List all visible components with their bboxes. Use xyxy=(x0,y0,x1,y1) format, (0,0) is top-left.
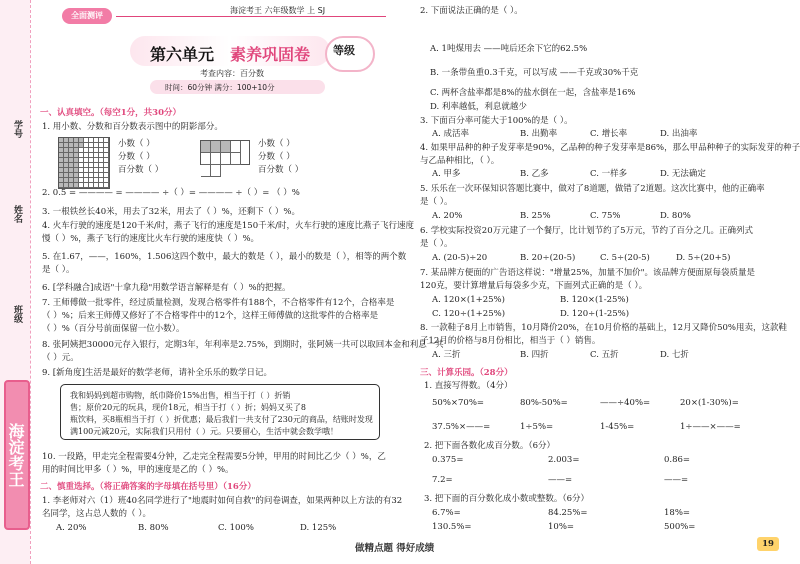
k1-item: 80%-50%= xyxy=(520,398,568,408)
c4-option: B. 乙多 xyxy=(520,169,549,179)
q1-text: 1. 用小数、分数和百分数表示图中的阴影部分。 xyxy=(42,122,223,132)
k3-item: 18%= xyxy=(664,508,691,518)
exam-info: 时间：60分钟 满分：100+10分 xyxy=(165,83,275,92)
q4-text-b: 慢（ ）%，燕子飞行的速度比火车行驶的速度快（ ）%。 xyxy=(42,234,260,244)
c1-option: A. 20% xyxy=(56,523,87,533)
c6-text-a: 6. 学校实际投资20万元建了一个餐厅，比计划节约了5万元，节约了百分之几。正确列式 xyxy=(420,226,754,236)
exam-scope: 考查内容：百分数 xyxy=(200,69,264,78)
c8-option: A. 三折 xyxy=(432,350,461,360)
page-number: 19 xyxy=(757,537,779,551)
q1-fraction-b: 分数（ ） xyxy=(258,152,295,162)
c8-option: D. 七折 xyxy=(660,350,689,360)
k3-item: 130.5%= xyxy=(432,522,472,532)
bar-figure xyxy=(200,140,250,165)
diary-line: 满100元减20元，实际我们只用付（ ）元。只要留心，生活中就会数学哦！ xyxy=(70,427,338,436)
k1-item: 1÷——×——= xyxy=(680,422,741,432)
c5-text-a: 5. 乐乐在一次环保知识答题比赛中，做对了8道题，做错了2道题。这次比赛中，他的正确率 xyxy=(420,184,765,194)
c4-text-a: 4. 如果甲品种的种子发芽率是90%，乙品种的种子发芽率是86%，那么甲品种种子的实际发芽的种子 xyxy=(420,143,800,153)
bar-cell xyxy=(221,141,231,153)
c2-option-d: D. 利率越低，利息就越少 xyxy=(430,102,527,112)
c7-option: A. 120×(1+25%) xyxy=(432,295,505,305)
section-choice: 二、慎重选择。（将正确答案的字母填在括号里）（16分） xyxy=(40,482,256,492)
c1-option: C. 100% xyxy=(218,523,254,533)
k1-item: 37.5%×——= xyxy=(432,422,491,432)
k3-item: 84.25%= xyxy=(548,508,588,518)
k3-item: 6.7%= xyxy=(432,508,461,518)
unit-title: 第六单元 xyxy=(150,45,215,64)
bar-cell xyxy=(201,153,211,165)
c8-option: B. 四折 xyxy=(520,350,549,360)
c1-option: B. 80% xyxy=(138,523,169,533)
bar-cell xyxy=(231,153,241,165)
c6-option: C. 5÷(20-5) xyxy=(600,253,650,263)
k2-item: 0.375= xyxy=(432,455,464,465)
diary-line: 我和妈妈到超市购物，纸巾降价15%出售，相当于打（ ）折销 xyxy=(70,391,291,400)
k2-item: 2.003= xyxy=(548,455,580,465)
header-meta: 海淀考王 六年级数学 上 SJ xyxy=(230,6,326,15)
q7-text-c: （ ）%（百分号前面保留一位小数）。 xyxy=(42,324,185,334)
c3-text: 3. 下面百分率可能大于100%的是（ ）。 xyxy=(420,116,573,126)
c5-text-b: 是（ ）。 xyxy=(420,197,453,207)
c3-option: A. 成活率 xyxy=(432,129,470,139)
k3-text: 3. 把下面的百分数化成小数或整数。（6分） xyxy=(424,494,589,504)
q8-text-a: 8. 张阿姨把30000元存入银行，定期3年，年利率是2.75%，到期时，张阿姨一共可以取回本金和利息一共 xyxy=(42,340,444,350)
c3-option: D. 出油率 xyxy=(660,129,698,139)
bar-cell xyxy=(211,141,221,153)
c1-text-a: 1. 李老师对六（1）班40名同学进行了"地震时如何自救"的问卷调查，如果两种以上方法的有32 xyxy=(42,496,403,506)
q3-text: 3. 一根铁丝长40米，用去了32米，用去了（ ）%，还剩下（ ）%。 xyxy=(42,207,301,217)
c4-text-b: 与乙品种相比，（ ）。 xyxy=(420,156,500,166)
q5-text-b: 是（ ）。 xyxy=(42,265,75,275)
q6-text: 6. [学科融合]成语"十拿九稳"用数学语言解释是有（ ）%的把握。 xyxy=(42,283,291,293)
sidebar-label-class: 班级 xyxy=(12,305,22,323)
q5-text-a: 5. 在1.67，——，160%，1.506这四个数中，最大的数是（ ），最小的数是（ ），相等的两个数 xyxy=(42,252,407,262)
q7-text-a: 7. 王师傅做一批零件，经过质量检测，发现合格零件有188个，不合格零件有12个，合格率是 xyxy=(42,298,395,308)
bar-cell xyxy=(201,165,211,177)
k2-text: 2. 把下面各数化成百分数。（6分） xyxy=(424,441,555,451)
header-rule xyxy=(116,16,386,17)
q9-text: 9. [新角度]生活是最好的数学老师，请补全乐乐的数学日记。 xyxy=(42,368,272,378)
k2-item: 7.2= xyxy=(432,475,453,485)
k1-text: 1. 直接写得数。（4分） xyxy=(424,381,513,391)
section-calculation: 三、计算乐园。（28分） xyxy=(420,368,513,378)
c6-text-b: 是（ ）。 xyxy=(420,239,453,249)
k2-item: 0.86= xyxy=(664,455,691,465)
diary-line: 瓶饮料，买8瓶相当于打（ ）折优惠；最后我们一共支付了230元的商品，结账时发现 xyxy=(70,415,373,424)
k1-item: ——÷40%= xyxy=(600,398,651,408)
c7-text-a: 7. 某品牌方便面的广告语这样说："增量25%，加量不加价"。该品牌方便面原每袋质量是 xyxy=(420,268,756,278)
q1-decimal-a: 小数（ ） xyxy=(118,139,155,149)
c5-option: A. 20% xyxy=(432,211,463,221)
c6-option: B. 20÷(20-5) xyxy=(520,253,576,263)
c2-option-c: C. 两杯含盐率都是8%的盐水倒在一起，含盐率是16% xyxy=(430,88,636,98)
k3-item: 10%= xyxy=(548,522,575,532)
k1-item: 20×(1-30%)= xyxy=(680,398,739,408)
bar-cell xyxy=(201,141,211,153)
header-tag: 全面测评 xyxy=(62,8,112,24)
c4-option: C. 一样多 xyxy=(590,169,628,179)
c3-option: B. 出勤率 xyxy=(520,129,558,139)
c5-option: B. 25% xyxy=(520,211,551,221)
c3-option: C. 增长率 xyxy=(590,129,628,139)
q1-fraction-a: 分数（ ） xyxy=(118,152,155,162)
c7-text-b: 120克，要计算增量后每袋多少克，下面列式正确的是（ ）。 xyxy=(420,281,648,291)
c6-option: A. (20-5)÷20 xyxy=(432,253,488,263)
bar-cell xyxy=(211,153,221,165)
c8-text-b: 子12月的价格与8月份相比，相当于（ ）销售。 xyxy=(420,336,601,346)
bar-cell xyxy=(211,165,221,177)
c7-option: C. 120÷(1+25%) xyxy=(432,309,506,319)
grid-figure xyxy=(58,137,110,189)
c5-option: C. 75% xyxy=(590,211,621,221)
c2-option-a: A. 1吨煤用去 ——吨后还余下它的62.5% xyxy=(430,44,588,54)
k3-item: 500%= xyxy=(664,522,696,532)
bar-cell xyxy=(231,141,241,153)
bar-cell xyxy=(221,153,231,165)
q1-percent-a: 百分数（ ） xyxy=(118,165,164,175)
q4-text-a: 4. 火车行驶的速度是120千米/时，燕子飞行的速度是150千米/时，火车行驶的速度比燕子飞行速度 xyxy=(42,221,414,231)
c1-option: D. 125% xyxy=(300,523,337,533)
q10-text-b: 用的时间比甲多（ ）%，甲的速度是乙的（ ）%。 xyxy=(42,465,234,475)
k1-item: 1-45%= xyxy=(600,422,635,432)
q2-text: 2. 0.5 = ———— = ———— ÷（ ）= ———— ÷（ ）= （ ）% xyxy=(42,188,300,198)
footer-motto: 做精点题 得好成绩 xyxy=(355,543,435,554)
k1-item: 50%×70%= xyxy=(432,398,485,408)
c8-option: C. 五折 xyxy=(590,350,619,360)
q7-text-b: （ ）%；后来王师傅又修好了不合格零件中的12个，这样王师傅做的这批零件的合格率是 xyxy=(42,311,379,321)
grade-label: 等级 xyxy=(333,44,355,57)
q8-text-b: （ ）元。 xyxy=(42,353,79,363)
k2-item: ——= xyxy=(548,475,573,485)
c2-text: 2. 下面说法正确的是（ ）。 xyxy=(420,6,523,16)
cut-line xyxy=(30,0,31,564)
c4-option: D. 无法确定 xyxy=(660,169,706,179)
c5-option: D. 80% xyxy=(660,211,691,221)
c2-option-b: B. 一条带鱼重0.3千克，可以写成 ——千克或30%千克 xyxy=(430,68,639,78)
sidebar-label-name: 姓名 xyxy=(12,205,22,223)
section-fill-in: 一、认真填空。（每空1分，共30分） xyxy=(40,108,181,118)
c8-text-a: 8. 一款鞋子8月上市销售，10月降价20%，在10月价格的基础上，12月又降价50%甩卖，这款鞋 xyxy=(420,323,787,333)
c7-option: D. 120÷(1-25%) xyxy=(560,309,630,319)
q1-decimal-b: 小数（ ） xyxy=(258,139,295,149)
sidebar-label-student-id: 学号 xyxy=(12,120,22,138)
exam-title: 素养巩固卷 xyxy=(230,45,311,64)
c1-text-b: 名同学，这占总人数的（ ）。 xyxy=(42,509,151,519)
k1-item: 1÷5%= xyxy=(520,422,554,432)
k2-item: ——= xyxy=(664,475,689,485)
q10-text-a: 10. 一段路，甲走完全程需要4分钟，乙走完全程需要5分钟，甲用的时间比乙少（ ）%，乙 xyxy=(42,452,386,462)
brand-logo: 海淀考王 xyxy=(4,380,30,530)
c6-option: D. 5÷(20+5) xyxy=(676,253,731,263)
c7-option: B. 120×(1-25%) xyxy=(560,295,629,305)
q1-percent-b: 百分数（ ） xyxy=(258,165,304,175)
c4-option: A. 甲多 xyxy=(432,169,461,179)
diary-line: 售；原价20元的玩具，现价18元，相当于打（ ）折；妈妈又买了8 xyxy=(70,403,306,412)
